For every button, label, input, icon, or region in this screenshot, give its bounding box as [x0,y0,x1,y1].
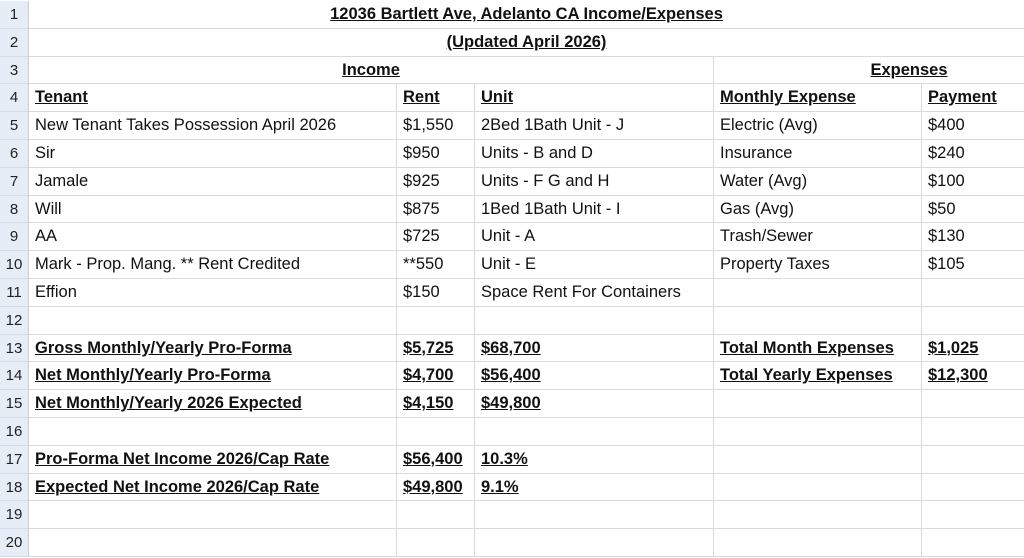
cell-e7[interactable]: $100 [922,168,1024,196]
cell-e17[interactable] [922,446,1024,474]
cell-c6[interactable]: Units - B and D [475,140,714,168]
cell-a19[interactable] [29,501,397,529]
cell-d12[interactable] [714,307,922,335]
cell-e4[interactable]: Payment [922,84,1024,112]
cell-b18[interactable]: $49,800 [397,474,475,502]
cell-a20[interactable] [29,529,397,557]
row-header[interactable]: 16 [0,418,29,446]
cell-e8[interactable]: $50 [922,196,1024,224]
row-header[interactable]: 18 [0,474,29,502]
cell-d13[interactable]: Total Month Expenses [714,335,922,363]
row-header[interactable]: 15 [0,390,29,418]
cell-c19[interactable] [475,501,714,529]
income-section-header[interactable]: Income [29,57,714,85]
cell-c20[interactable] [475,529,714,557]
row-header[interactable]: 19 [0,501,29,529]
cell-b4[interactable]: Rent [397,84,475,112]
row-header[interactable]: 20 [0,529,29,557]
cell-b10[interactable]: **550 [397,251,475,279]
row-header[interactable]: 3 [0,57,29,85]
sheet-title[interactable]: 12036 Bartlett Ave, Adelanto CA Income/Expenses [29,1,1024,29]
cell-a14[interactable]: Net Monthly/Yearly Pro-Forma [29,362,397,390]
cell-c5[interactable]: 2Bed 1Bath Unit - J [475,112,714,140]
row-header[interactable]: 6 [0,140,29,168]
sheet-row [0,390,1024,418]
cell-b20[interactable] [397,529,475,557]
cell-a7[interactable]: Jamale [29,168,397,196]
row-header[interactable]: 7 [0,168,29,196]
cell-d15[interactable] [714,390,922,418]
cell-e19[interactable] [922,501,1024,529]
cell-e12[interactable] [922,307,1024,335]
cell-a18[interactable]: Expected Net Income 2026/Cap Rate [29,474,397,502]
sheet-row [0,196,1024,224]
sheet-row [0,279,1024,307]
sheet-row [0,474,1024,502]
cell-d14[interactable]: Total Yearly Expenses [714,362,922,390]
row-header[interactable]: 10 [0,251,29,279]
row-header[interactable]: 8 [0,196,29,224]
cell-a12[interactable] [29,307,397,335]
cell-d18[interactable] [714,474,922,502]
cell-a4[interactable]: Tenant [29,84,397,112]
cell-b8[interactable]: $875 [397,196,475,224]
cell-e16[interactable] [922,418,1024,446]
expenses-section-header[interactable]: Expenses [714,57,1024,85]
sheet-row [0,446,1024,474]
cell-b17[interactable]: $56,400 [397,446,475,474]
cell-b15[interactable]: $4,150 [397,390,475,418]
cell-d11[interactable] [714,279,922,307]
cell-c7[interactable]: Units - F G and H [475,168,714,196]
sheet-row [0,418,1024,446]
cell-c15[interactable]: $49,800 [475,390,714,418]
cell-d4[interactable]: Monthly Expense [714,84,922,112]
row-header[interactable]: 13 [0,335,29,363]
row-header[interactable]: 17 [0,446,29,474]
cell-b16[interactable] [397,418,475,446]
sheet-row [0,335,1024,363]
row-header[interactable]: 5 [0,112,29,140]
cell-d20[interactable] [714,529,922,557]
cell-a13[interactable]: Gross Monthly/Yearly Pro-Forma [29,335,397,363]
cell-d16[interactable] [714,418,922,446]
cell-c14[interactable]: $56,400 [475,362,714,390]
sheet-row [0,140,1024,168]
cell-c4[interactable]: Unit [475,84,714,112]
cell-e20[interactable] [922,529,1024,557]
cell-e11[interactable] [922,279,1024,307]
cell-a17[interactable]: Pro-Forma Net Income 2026/Cap Rate [29,446,397,474]
cell-e5[interactable]: $400 [922,112,1024,140]
cell-c9[interactable]: Unit - A [475,223,714,251]
row-header[interactable]: 12 [0,307,29,335]
sheet-row [0,84,1024,112]
cell-d19[interactable] [714,501,922,529]
cell-e13[interactable]: $1,025 [922,335,1024,363]
cell-d17[interactable] [714,446,922,474]
cell-e6[interactable]: $240 [922,140,1024,168]
cell-b7[interactable]: $925 [397,168,475,196]
cell-a16[interactable] [29,418,397,446]
cell-b6[interactable]: $950 [397,140,475,168]
cell-d5[interactable]: Electric (Avg) [714,112,922,140]
cell-c12[interactable] [475,307,714,335]
cell-b5[interactable]: $1,550 [397,112,475,140]
row-header[interactable]: 4 [0,84,29,112]
sheet-row [0,168,1024,196]
cell-c8[interactable]: 1Bed 1Bath Unit - I [475,196,714,224]
cell-b19[interactable] [397,501,475,529]
cell-d10[interactable]: Property Taxes [714,251,922,279]
row-header[interactable]: 14 [0,362,29,390]
cell-c13[interactable]: $68,700 [475,335,714,363]
cell-a6[interactable]: Sir [29,140,397,168]
cell-b12[interactable] [397,307,475,335]
cell-a9[interactable]: AA [29,223,397,251]
cell-e18[interactable] [922,474,1024,502]
cell-e10[interactable]: $105 [922,251,1024,279]
sheet-row [0,529,1024,557]
cell-c10[interactable]: Unit - E [475,251,714,279]
cell-b14[interactable]: $4,700 [397,362,475,390]
cell-c16[interactable] [475,418,714,446]
cell-a11[interactable]: Effion [29,279,397,307]
cell-c11[interactable]: Space Rent For Containers [475,279,714,307]
cell-b13[interactable]: $5,725 [397,335,475,363]
row-header[interactable]: 11 [0,279,29,307]
cell-e9[interactable]: $130 [922,223,1024,251]
row-header[interactable]: 9 [0,223,29,251]
cell-d6[interactable]: Insurance [714,140,922,168]
sheet-row [0,112,1024,140]
cell-b9[interactable]: $725 [397,223,475,251]
row-header[interactable]: 2 [0,29,29,57]
cell-a15[interactable]: Net Monthly/Yearly 2026 Expected [29,390,397,418]
cell-e14[interactable]: $12,300 [922,362,1024,390]
cell-a5[interactable]: New Tenant Takes Possession April 2026 [29,112,397,140]
cell-c17[interactable]: 10.3% [475,446,714,474]
sheet-row [0,362,1024,390]
cell-b11[interactable]: $150 [397,279,475,307]
sheet-row [0,307,1024,335]
sheet-row [0,223,1024,251]
cell-e15[interactable] [922,390,1024,418]
sheet-row [0,501,1024,529]
cell-a10[interactable]: Mark - Prop. Mang. ** Rent Credited [29,251,397,279]
cell-c18[interactable]: 9.1% [475,474,714,502]
cell-d9[interactable]: Trash/Sewer [714,223,922,251]
row-header[interactable]: 1 [0,1,29,29]
sheet-row [0,251,1024,279]
cell-d8[interactable]: Gas (Avg) [714,196,922,224]
sheet-subtitle[interactable]: (Updated April 2026) [29,29,1024,57]
cell-d7[interactable]: Water (Avg) [714,168,922,196]
cell-a8[interactable]: Will [29,196,397,224]
